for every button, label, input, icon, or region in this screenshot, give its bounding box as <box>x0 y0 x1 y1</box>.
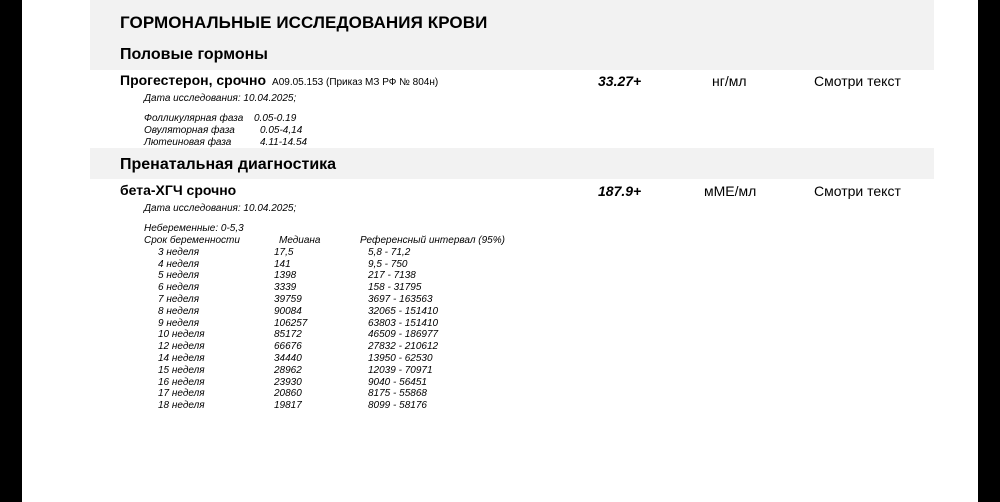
week-cell: 5 неделя <box>158 270 200 282</box>
median-cell: 66676 <box>274 341 302 353</box>
median-cell: 19817 <box>274 400 302 412</box>
column-header: Срок беременности <box>144 235 240 246</box>
progesterone-name: Прогестерон, срочно <box>120 72 267 88</box>
median-cell: 1398 <box>274 270 297 282</box>
week-cell: 6 неделя <box>158 282 200 294</box>
interval-cell: 8175 - 55868 <box>368 388 427 400</box>
hcg-date: Дата исследования: 10.04.2025; <box>144 203 297 214</box>
median-cell: 90084 <box>274 305 302 317</box>
progesterone-test <box>120 72 438 88</box>
section-title-sex-hormones: Половые гормоны <box>120 46 268 63</box>
progesterone-code: A09.05.153 (Приказ МЗ РФ № 804н) <box>272 77 439 88</box>
median-cell: 17,5 <box>274 246 294 258</box>
phase-label: Лютеиновая фаза <box>144 137 232 148</box>
week-cell: 17 неделя <box>158 388 205 400</box>
median-cell: 39759 <box>274 293 302 305</box>
week-cell: 4 неделя <box>158 258 200 270</box>
week-cell: 18 неделя <box>158 400 205 412</box>
hcg-unit: мМЕ/мл <box>704 183 757 199</box>
phase-range: 4.11-14.54 <box>260 137 308 148</box>
interval-cell: 46509 - 186977 <box>368 329 439 341</box>
interval-cell: 5,8 - 71,2 <box>368 246 411 258</box>
week-cell: 14 неделя <box>158 352 205 364</box>
week-cell: 10 неделя <box>158 329 205 341</box>
median-cell: 23930 <box>274 376 302 388</box>
interval-cell: 9,5 - 750 <box>368 258 408 270</box>
interval-cell: 3697 - 163563 <box>368 293 433 305</box>
week-cell: 3 неделя <box>158 246 200 258</box>
section-title-prenatal: Пренатальная диагностика <box>120 156 337 173</box>
interval-cell: 217 - 7138 <box>368 270 416 282</box>
report-title: ГОРМОНАЛЬНЫЕ ИССЛЕДОВАНИЯ КРОВИ <box>120 13 488 32</box>
median-cell: 20860 <box>274 388 302 400</box>
median-cell: 34440 <box>274 352 302 364</box>
column-header: Референсный интервал (95%) <box>360 235 505 246</box>
hcg-reference: Смотри текст <box>814 183 901 199</box>
interval-cell: 32065 - 151410 <box>368 305 439 317</box>
phase-label: Фолликулярная фаза <box>144 113 244 124</box>
phase-range: 0.05-4,14 <box>260 125 303 136</box>
week-cell: 7 неделя <box>158 293 200 305</box>
progesterone-date: Дата исследования: 10.04.2025; <box>144 93 297 104</box>
median-cell: 28962 <box>274 364 302 376</box>
phase-range: 0.05-0.19 <box>254 113 297 124</box>
week-cell: 16 неделя <box>158 376 205 388</box>
interval-cell: 9040 - 56451 <box>368 376 427 388</box>
hcg-non-pregnant: Небеременные: 0-5,3 <box>144 223 244 234</box>
column-header: Медиана <box>279 235 321 246</box>
median-cell: 3339 <box>274 282 297 294</box>
interval-cell: 13950 - 62530 <box>368 352 433 364</box>
progesterone-unit: нг/мл <box>712 73 747 89</box>
week-cell: 12 неделя <box>158 341 205 353</box>
median-cell: 106257 <box>274 317 308 329</box>
interval-cell: 158 - 31795 <box>368 282 422 294</box>
interval-cell: 27832 - 210612 <box>368 341 439 353</box>
interval-cell: 63803 - 151410 <box>368 317 439 329</box>
week-cell: 8 неделя <box>158 305 200 317</box>
progesterone-reference: Смотри текст <box>814 73 901 89</box>
hcg-name: бета-ХГЧ срочно <box>120 182 237 198</box>
progesterone-value: 33.27+ <box>598 73 642 89</box>
week-cell: 9 неделя <box>158 317 200 329</box>
interval-cell: 12039 - 70971 <box>368 364 433 376</box>
week-cell: 15 неделя <box>158 364 205 376</box>
hcg-value: 187.9+ <box>598 183 642 199</box>
interval-cell: 8099 - 58176 <box>368 400 427 412</box>
phase-label: Овуляторная фаза <box>144 125 235 136</box>
median-cell: 141 <box>274 258 291 270</box>
median-cell: 85172 <box>274 329 302 341</box>
